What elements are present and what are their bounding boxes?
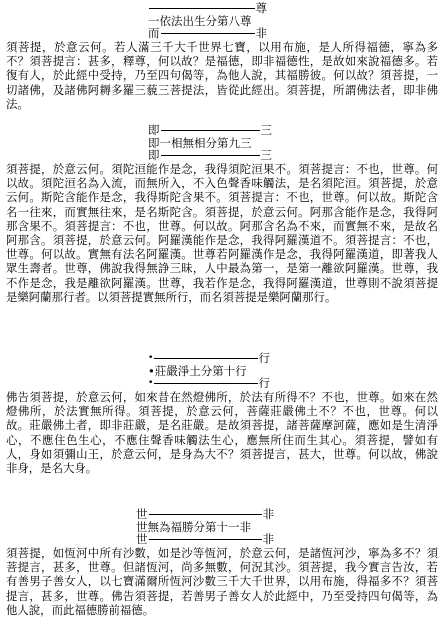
heading-bottom-right-char: 非 (262, 532, 274, 546)
heading-top-line (148, 352, 270, 365)
section-heading-2 (148, 124, 272, 162)
heading-bottom-line (148, 27, 267, 40)
heading-bottom-right-char: 非 (255, 26, 267, 40)
section-heading-1 (148, 2, 267, 40)
section-paragraph-1: 須菩提，於意云何。若人滿三千大千世界七寶，以用布施，是人所得福德，寧為多不？須菩提言：甚多，釋尊，何以故？是福德，即非福德性，是故如來說福德多。若復有人，於此經中受持，乃至四句偈等，為他人說，其福勝彼。何以故？須菩提，一切諸佛，及諸佛阿耨多羅三藐三菩提法，皆從此經出。須菩提，所謂佛法者，即非佛法。 (6, 40, 438, 111)
heading-rule (154, 358, 257, 359)
heading-top-line (148, 2, 267, 15)
section-heading-4 (136, 508, 274, 546)
section-title: 世無為福勝分第十一非 (136, 519, 251, 534)
heading-title-line (136, 521, 274, 534)
section-title: •莊嚴淨土分第十行 (148, 363, 247, 378)
heading-top-line (136, 508, 274, 521)
heading-title-line (148, 15, 267, 28)
heading-bottom-left-char: 即 (148, 148, 160, 162)
heading-bottom-left-char: 世 (136, 532, 148, 546)
section-paragraph-3: 佛告須菩提，於意云何，如來昔在然燈佛所，於法有所得不？不也，世尊。如來在然燈佛所，於法實無所得。須菩提，於意云何，菩薩莊嚴佛土不？不也，世尊。何以故。莊嚴佛土者，即非莊嚴，是名莊嚴。是故須菩提，諸菩薩摩訶薩，應如是生清淨心，不應住色生心，不應住聲香味觸法生心，應無所住而生其心。須菩提，譬如有人，身如須彌山王，於意云何，是身為大不？須菩提言，甚大，世尊。何以故，佛說非身，是名大身。 (6, 390, 438, 476)
heading-top-left-char: • (148, 353, 154, 363)
section-title: 即一相無相分第九三 (148, 135, 252, 150)
heading-bottom-left-char: 而 (148, 26, 160, 40)
heading-title-line (148, 365, 270, 378)
heading-top-right-char: 非 (262, 507, 274, 521)
heading-rule (161, 155, 260, 156)
section-title: 一依法出生分第八尊 (148, 13, 252, 28)
heading-rule (149, 539, 262, 540)
section-heading-3 (148, 352, 270, 390)
heading-bottom-right-char: 行 (258, 376, 270, 390)
heading-top-right-char: 尊 (255, 1, 267, 15)
heading-title-line (148, 137, 272, 150)
heading-rule (149, 514, 262, 515)
heading-rule (154, 383, 257, 384)
heading-top-left-char: 世 (136, 507, 148, 521)
section-paragraph-2: 須菩提，於意云何。須陀洹能作是念，我得須陀洹果不。須菩提言：不也，世尊。何以故。須陀洹名為入流，而無所入，不入色聲香味觸法，是名須陀洹。須菩提，於意云何。斯陀含能作是念，我得斯陀含果不。須菩提言：不也，世尊。何以故。斯陀含名一往來，而實無往來，是名斯陀含。須菩提，於意云何。阿那含能作是念，我得阿那含果不。須菩提言：不也，世尊。何以故。阿那含名為不來，而實無不來，是故名阿那含。須菩提，於意云何。阿羅漢能作是念，我得阿羅漢道不。須菩提言：不也，世尊。何以故。實無有法名阿羅漢。世尊若阿羅漢作是念，我得阿羅漢道，即著我人眾生壽者。世尊，佛說我得無諍三昧，人中最為第一，是第一離欲阿羅漢。世尊，我不作是念，我是離欲阿羅漢。世尊，我若作是念，我得阿羅漢道，世尊則不說須菩提是樂阿蘭那行者。以須菩提實無所行，而名須菩提是樂阿蘭那行。 (6, 162, 438, 304)
heading-bottom-line (148, 377, 270, 390)
heading-top-left-char: 即 (148, 123, 160, 137)
heading-bottom-line (136, 533, 274, 546)
heading-rule (161, 130, 260, 131)
heading-rule (161, 33, 255, 34)
section-paragraph-4: 須菩提，如恆河中所有沙數，如是沙等恆河，於意云何，是諸恆河沙，寧為多不？須菩提言，甚多，世尊。但諸恆河，尚多無數，何況其沙。須菩提，我今實言告汝，若有善男子善女人，以七寶滿爾所恆河沙數三千大千世界，以用布施，得福多不？須菩提言，甚多，世尊。佛告須菩提，若善男子善女人於此經中，乃至受持四句偈等，為他人說，而此福德勝前福德。 (6, 546, 438, 617)
heading-bottom-right-char: 三 (260, 148, 272, 162)
heading-bottom-left-char: • (148, 378, 154, 388)
heading-rule (149, 8, 255, 9)
heading-top-right-char: 三 (260, 123, 272, 137)
heading-top-line (148, 124, 272, 137)
heading-bottom-line (148, 149, 272, 162)
heading-top-right-char: 行 (258, 351, 270, 365)
